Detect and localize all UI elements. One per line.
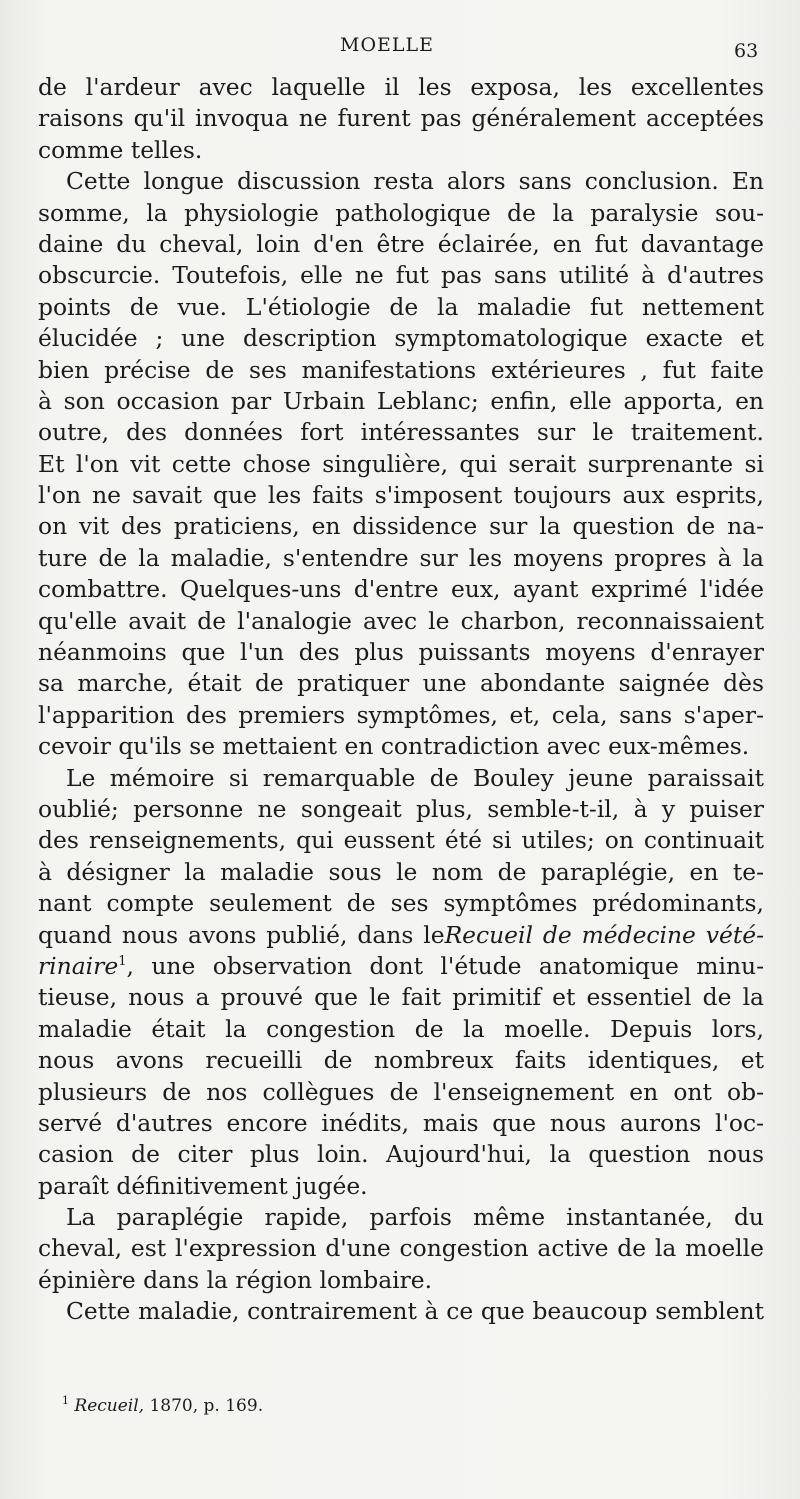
text-line: maladie était la congestion de la moelle. Depuis lors, (38, 1014, 764, 1043)
text-line: combattre. Quelques-uns d'entre eux, ayant exprimé l'idée (38, 575, 764, 604)
text-line: cevoir qu'ils se mettaient en contradiction avec eux-mêmes. (38, 732, 750, 761)
text-line: des renseignements, qui eussent été si utiles; on continuait (38, 826, 764, 855)
text-line: de l'ardeur avec laquelle il les exposa, les excellentes (38, 73, 764, 101)
text-segment: , une observation dont l'étude anatomique minu- (126, 951, 764, 980)
text-line: à désigner la maladie sous le nom de paraplégie, en te- (38, 857, 764, 886)
text-line: sa marche, était de pratiquer une abondante saignée dès (38, 669, 764, 698)
text-line: servé d'autres encore inédits, mais que nous aurons l'oc- (38, 1108, 764, 1137)
text-line: à son occasion par Urbain Leblanc; enfin, elle apporta, en (38, 386, 764, 415)
text-line: daine du cheval, loin d'en être éclairée, en fut davantage (38, 229, 764, 258)
text-line: comme telles. (38, 135, 203, 164)
text-line: outre, des données fort intéressantes sur le traitement. (38, 418, 764, 447)
text-line-with-footnote-ref (38, 951, 764, 982)
running-title: MOELLE (340, 34, 435, 56)
text-line: épinière dans la région lombaire. (38, 1265, 433, 1294)
text-line: obscurcie. Toutefois, elle ne fut pas sans utilité à d'autres (38, 261, 764, 290)
text-line: tieuse, nous a prouvé que le fait primitif et essentiel de la (38, 983, 764, 1012)
footnote-citation: 1870, p. 169. (144, 1396, 264, 1416)
text-segment: quand nous avons publié, dans le (38, 920, 445, 949)
text-line: plusieurs de nos collègues de l'enseignement en ont ob- (38, 1077, 764, 1106)
text-line-with-title (38, 920, 764, 951)
running-head (0, 34, 800, 64)
text-line: cheval, est l'expression d'une congestion active de la moelle (38, 1234, 764, 1263)
text-line: élucidée ; une description symptomatologique exacte et (38, 324, 764, 353)
text-line: paraît définitivement jugée. (38, 1171, 368, 1200)
text-line: qu'elle avait de l'analogie avec le charbon, reconnaissaient (38, 606, 764, 635)
paragraph-start-line: Cette maladie, contrairement à ce que beaucoup semblent (66, 1297, 764, 1326)
text-line: nous avons recueilli de nombreux faits identiques, et (38, 1046, 764, 1075)
text-line: raisons qu'il invoqua ne furent pas généralement acceptées (38, 104, 764, 133)
footnote (62, 1394, 263, 1416)
text-line: l'apparition des premiers symptômes, et, cela, sans s'aper- (38, 700, 764, 729)
text-line: casion de citer plus loin. Aujourd'hui, la question nous (38, 1140, 764, 1169)
text-line: points de vue. L'étiologie de la maladie fut nettement (38, 292, 764, 321)
footnote-source: Recueil, (74, 1396, 145, 1416)
journal-title-italic-cont: rinaire (38, 951, 119, 980)
text-line: on vit des praticiens, en dissidence sur la question de na- (38, 512, 764, 541)
page-number: 63 (734, 40, 759, 62)
text-line: néanmoins que l'un des plus puissants moyens d'enrayer (38, 638, 764, 667)
footnote-reference: 1 (118, 953, 127, 969)
text-line: somme, la physiologie pathologique de la paralysie sou- (38, 198, 764, 227)
journal-title-italic: Recueil de médecine vété- (444, 920, 764, 949)
text-line: oublié; personne ne songeait plus, semble-t-il, à y puiser (38, 794, 764, 823)
paragraph-start-line: La paraplégie rapide, parfois même instantanée, du (66, 1203, 764, 1232)
paragraph-start-line: Le mémoire si remarquable de Bouley jeune paraissait (66, 763, 764, 792)
text-line: bien précise de ses manifestations extérieures , fut faite (38, 355, 764, 384)
text-line: Et l'on vit cette chose singulière, qui serait surprenante si (38, 449, 764, 478)
text-line: nant compte seulement de ses symptômes prédominants, (38, 889, 764, 918)
text-line: ture de la maladie, s'entendre sur les moyens propres à la (38, 543, 764, 572)
text-line: l'on ne savait que les faits s'imposent toujours aux esprits, (38, 481, 764, 510)
footnote-mark: 1 (62, 1394, 69, 1407)
body-text (38, 72, 764, 1328)
paragraph-start-line: Cette longue discussion resta alors sans conclusion. En (66, 167, 764, 196)
